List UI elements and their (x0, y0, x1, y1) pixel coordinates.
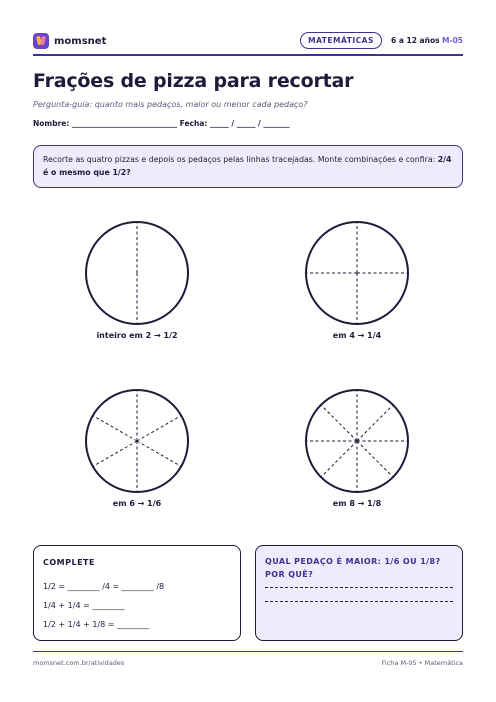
question-box (255, 545, 463, 641)
complete-title: COMPLETE (43, 558, 95, 567)
subject-badge: MATEMÁTICAS (300, 32, 382, 49)
pizza-caption-quarters: em 4 → 1/4 (332, 331, 382, 340)
name-date-field[interactable]: Nombre: ____________________________ Fecha: _____ / _____ / _______ (33, 119, 290, 128)
instruction-emphasis: 2/4 é o mesmo que 1/2? (43, 155, 452, 177)
complete-box (33, 545, 241, 641)
brand-name: momsnet (54, 35, 107, 47)
answer-line-2[interactable] (265, 601, 453, 602)
instruction-text: Recorte as quatro pizzas e depois os pedaços pelas linhas tracejadas. Monte combinações e confira: (43, 155, 436, 164)
equation-3[interactable]: 1/2 + 1/4 + 1/8 = ________ (43, 620, 149, 629)
pizza-quarters (306, 222, 408, 324)
worksheet-code: M-05 (442, 36, 464, 45)
answer-line-1[interactable] (265, 587, 453, 588)
age-range: 6 a 12 años (391, 36, 440, 45)
pizza-halves (86, 222, 188, 324)
question-title: QUAL PEDAÇO É MAIOR: 1/6 OU 1/8? POR QUÊ? (265, 557, 441, 579)
guide-question: Pergunta-guia: quanto mais pedaços, maior ou menor cada pedaço? (33, 100, 308, 109)
footer-divider (33, 651, 463, 652)
pizza-caption-sixths: em 6 → 1/6 (112, 499, 162, 508)
equation-1[interactable]: 1/2 = ________ /4 = ________ /8 (43, 582, 165, 591)
equation-2[interactable]: 1/4 + 1/4 = ________ (43, 601, 125, 610)
footer-url[interactable]: momsnet.com.br/atividades (33, 659, 125, 667)
footer-sheet-label: Ficha M-05 • Matemática (381, 659, 463, 667)
pizza-caption-halves: inteiro em 2 → 1/2 (96, 331, 178, 340)
pizza-eighths (306, 390, 408, 492)
pizza-sixths (86, 390, 188, 492)
pizza-caption-eighths: em 8 → 1/8 (332, 499, 382, 508)
page-title: Frações de pizza para recortar (33, 70, 354, 92)
